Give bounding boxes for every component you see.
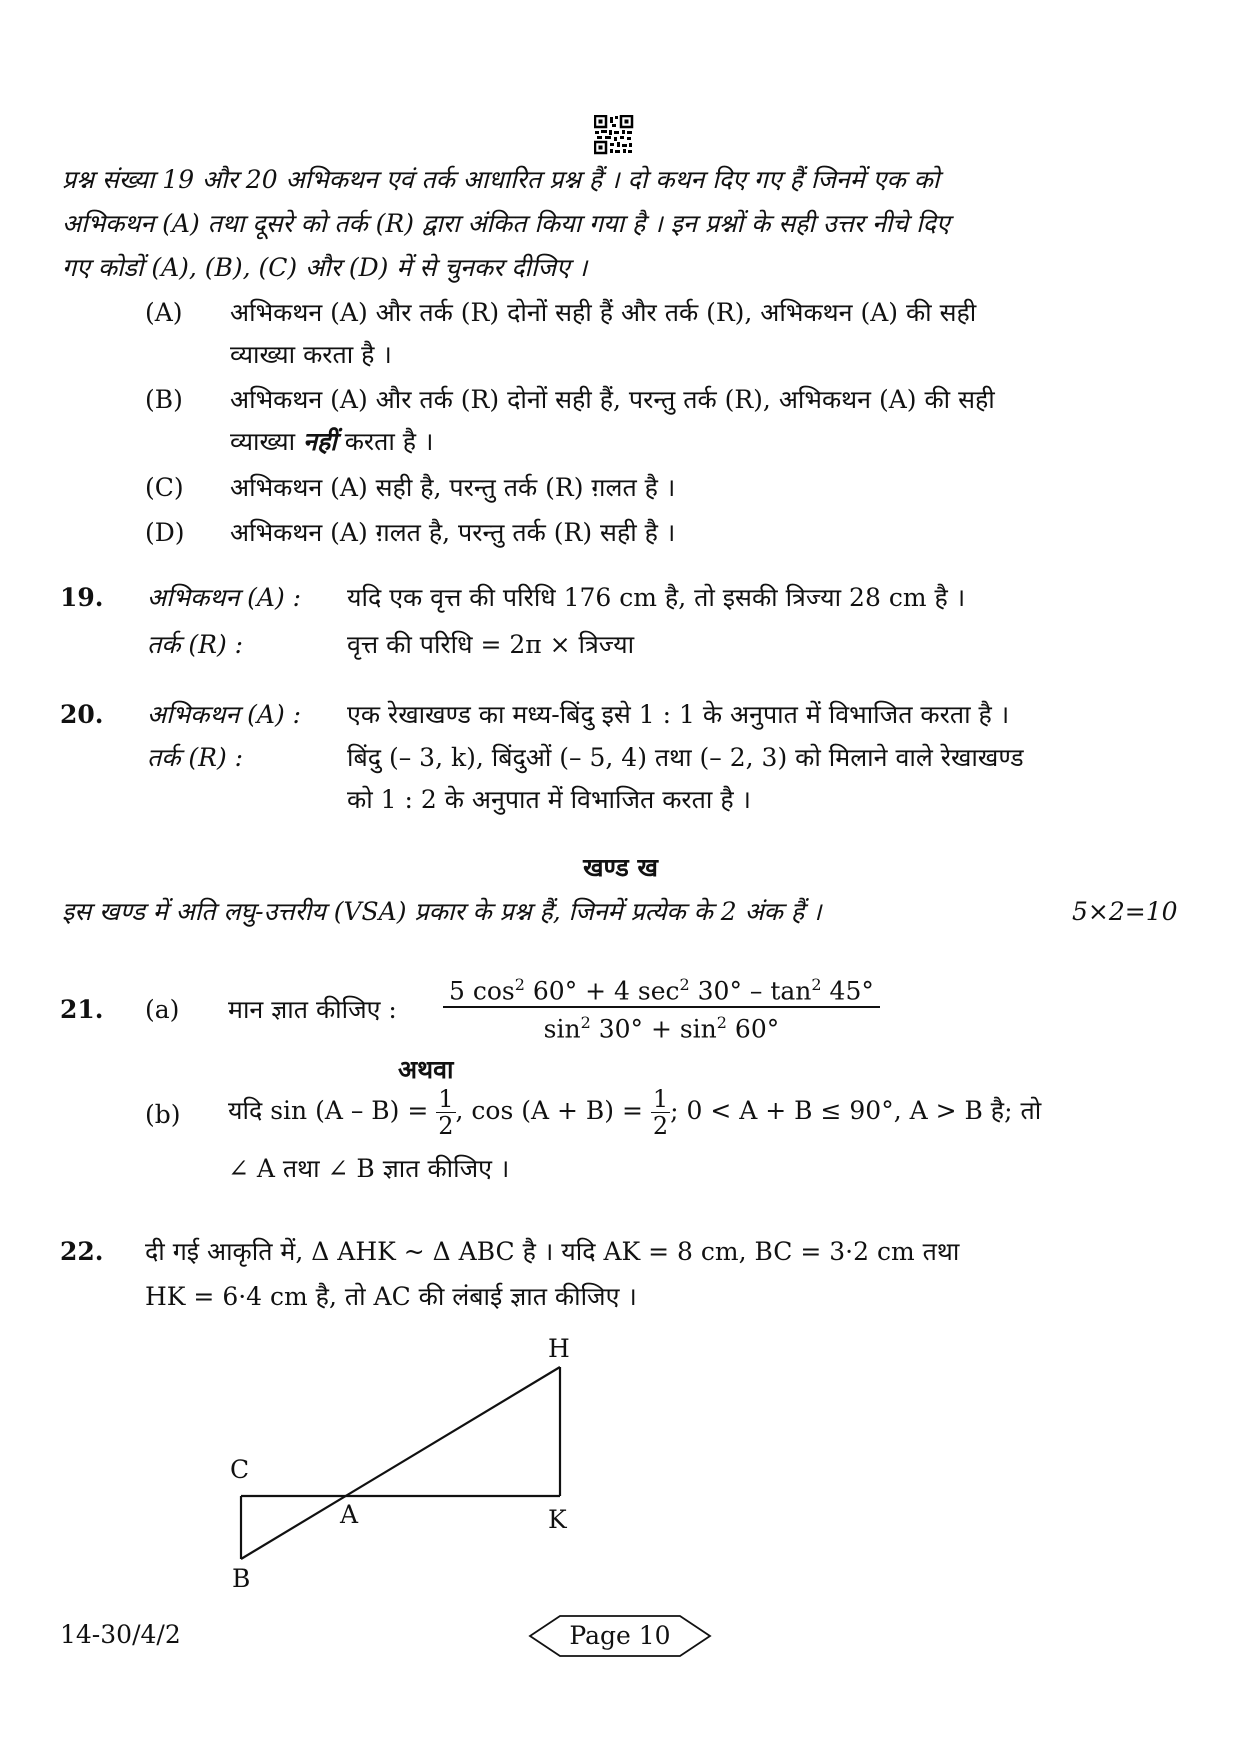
option-a-label: (A) [145, 298, 183, 327]
qr-code-icon [594, 115, 634, 155]
option-a-text-line-1: अभिकथन (A) और तर्क (R) दोनों सही हैं और तर्क (R), अभिकथन (A) की सही [230, 298, 977, 327]
triangle-figure [200, 1330, 600, 1630]
vertex-label-k: K [548, 1505, 567, 1534]
similar-triangles-diagram [200, 1330, 600, 1630]
assertion-label: अभिकथन (A) : [147, 583, 302, 612]
option-b-text-part-3: करता है । [344, 427, 434, 456]
question-number: 19. [60, 583, 104, 612]
part-a-text: मान ज्ञात कीजिए : [228, 995, 397, 1024]
option-b-emphasis: नहीं [303, 427, 337, 456]
intro-line-2: अभिकथन (A) तथा दूसरे को तर्क (R) द्वारा अंकित किया गया है । इन प्रश्नों के सही उत्तर नीचे दिए [62, 209, 950, 238]
part-b-text-line-1: यदि sin (A – B) = $\frac{1}{2}$ , cos (A + B) = $\frac{1}{2}$ ; 0 < A + B ≤ 90°, A > B है; तो [228, 1085, 1042, 1140]
vertex-label-b: B [232, 1564, 251, 1593]
assertion-text: एक रेखाखण्ड का मध्य-बिंदु इसे 1 : 1 के अनुपात में विभाजित करता है । [347, 700, 1010, 729]
part-a-label: (a) [145, 995, 180, 1024]
reason-text-line-1: बिंदु (– 3, k), बिंदुओं (– 5, 4) तथा (– 2, 3) को मिलाने वाले रेखाखण्ड [347, 743, 1024, 772]
section-marks: 5×2=10 [1072, 897, 1178, 926]
part-b-text-line-2: ∠ A तथा ∠ B ज्ञात कीजिए । [228, 1154, 510, 1183]
option-d-label: (D) [145, 518, 185, 547]
assertion-label: अभिकथन (A) : [147, 700, 302, 729]
question-text-line-2: HK = 6·4 cm है, तो AC की लंबाई ज्ञात कीजिए । [145, 1282, 637, 1311]
or-separator: अथवा [398, 1055, 454, 1084]
reason-text-line-2: को 1 : 2 के अनुपात में विभाजित करता है । [347, 785, 752, 814]
assertion-text: यदि एक वृत्त की परिधि 176 cm है, तो इसकी त्रिज्या 28 cm है । [347, 583, 966, 612]
question-number: 21. [60, 995, 104, 1024]
vertex-label-c: C [230, 1455, 250, 1484]
reason-text: वृत्त की परिधि = 2π × त्रिज्या [347, 630, 635, 659]
fraction-denominator: $\sin^2 30^\circ + \sin^2 60^\circ$ [543, 1013, 780, 1044]
intro-line-1: प्रश्न संख्या 19 और 20 अभिकथन एवं तर्क आधारित प्रश्न हैं । दो कथन दिए गए हैं जिनमें एक को [62, 165, 940, 194]
intro-line-3: गए कोडों (A), (B), (C) और (D) में से चुनकर दीजिए । [62, 253, 588, 282]
option-a-text-line-2: व्याख्या करता है । [230, 340, 392, 369]
question-number: 22. [60, 1237, 104, 1266]
page-number: Page 10 [569, 1621, 671, 1650]
section-title: खण्ड ख [583, 853, 658, 882]
option-c-label: (C) [145, 473, 184, 502]
option-b-label: (B) [145, 385, 183, 414]
fraction-numerator: 5 $\cos^2 60^\circ + 4$ $\sec^2 30^\circ - \tan^2 45^\circ$ [443, 970, 880, 1008]
question-text-line-1: दी गई आकृति में, Δ AHK ~ Δ ABC है । यदि AK = 8 cm, BC = 3·2 cm तथा [145, 1237, 960, 1266]
vertex-label-h: H [548, 1334, 570, 1363]
reason-label: तर्क (R) : [147, 743, 244, 772]
vertex-label-a: A [340, 1500, 359, 1529]
section-description: इस खण्ड में अति लघु-उत्तरीय (VSA) प्रकार के प्रश्न हैं, जिनमें प्रत्येक के 2 अंक हैं । [62, 897, 822, 926]
part-b-label: (b) [145, 1100, 181, 1129]
half-fraction-2: $\frac{1}{2}$ [652, 1085, 669, 1140]
option-b-text-part-1: व्याख्या [230, 427, 296, 456]
half-fraction-1: $\frac{1}{2}$ [438, 1085, 454, 1140]
page-number-badge [528, 1614, 712, 1658]
reason-label: तर्क (R) : [147, 630, 244, 659]
option-b-text-line-1: अभिकथन (A) और तर्क (R) दोनों सही हैं, परन्तु तर्क (R), अभिकथन (A) की सही [230, 385, 995, 414]
question-number: 20. [60, 700, 104, 729]
paper-code: 14-30/4/2 [60, 1620, 181, 1649]
option-b-text-line-2 [230, 427, 433, 457]
trig-fraction [443, 970, 880, 1045]
option-c-text: अभिकथन (A) सही है, परन्तु तर्क (R) ग़लत है । [230, 473, 676, 502]
option-d-text: अभिकथन (A) ग़लत है, परन्तु तर्क (R) सही है । [230, 518, 676, 547]
